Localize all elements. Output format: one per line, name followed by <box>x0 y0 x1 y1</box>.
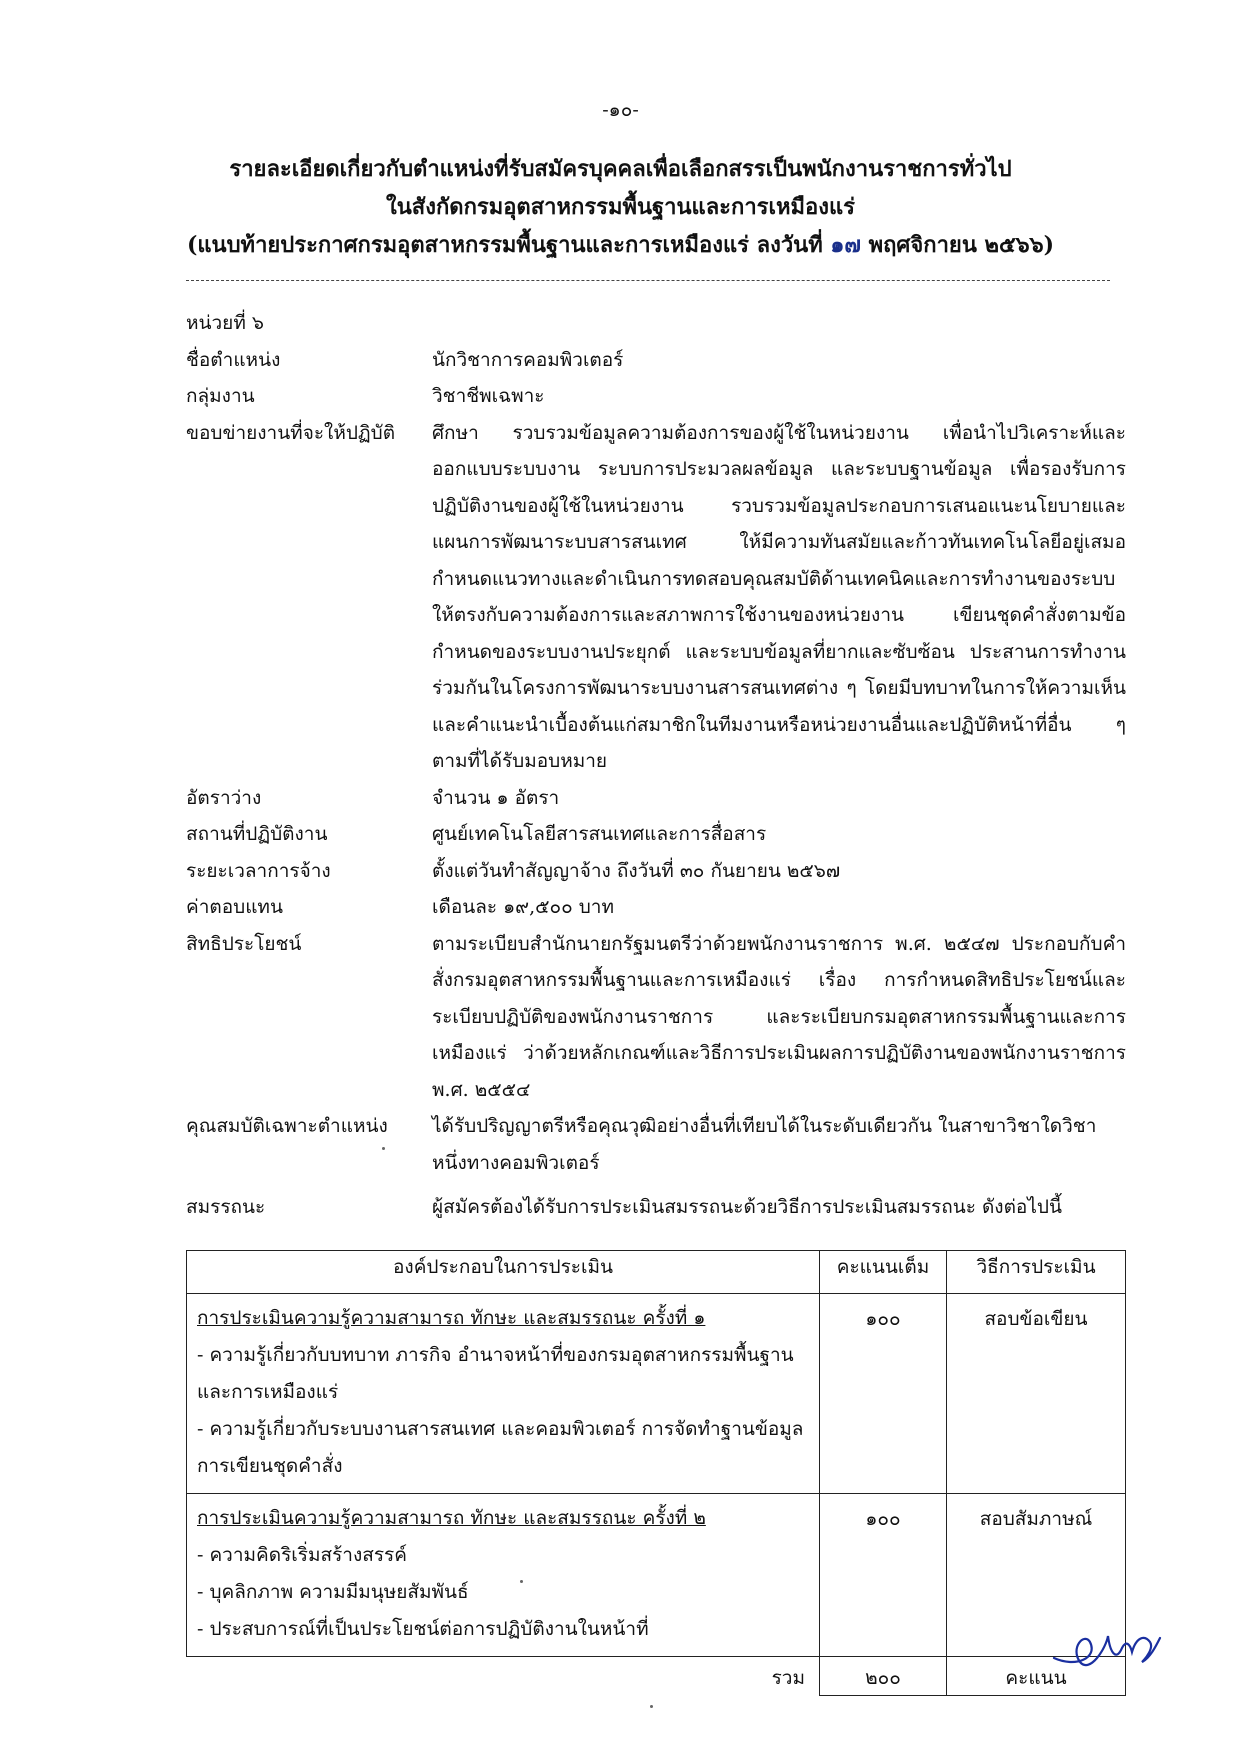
document-title <box>0 150 1241 264</box>
field-value: ศึกษา รวบรวมข้อมูลความต้องการของผู้ใช้ในหน่วยงาน เพื่อนำไปวิเคราะห์และออกแบบระบบงาน ระบบการประมวลผลข้อมูล และระบบฐานข้อมูล เพื่อรองรับการปฏิบัติงานของผู้ใช้ในหน่วยงาน รวบรวมข้อมูลประกอบการเสนอแนะนโยบายและแผนการพัฒนาระบบสารสนเทศ ให้มีความทันสมัยและก้าวทันเทคโนโลยีอยู่เสมอ กำหนดแนวทางและดำเนินการทดสอบคุณสมบัติด้านเทคนิคและการทำงานของระบบให้ตรงกับความต้องการและสภาพการใช้งานของหน่วยงาน เขียนชุดคำสั่งตามข้อกำหนดของระบบงานประยุกต์ และระบบข้อมูลที่ยากและซับซ้อน ประสานการทำงานร่วมกันในโครงการพัฒนาระบบงานสารสนเทศต่าง ๆ โดยมีบทบาทในการให้ความเห็นและคำแนะนำเบื้องต้นแก่สมาชิกในทีมงานหรือหน่วยงานอื่นและปฏิบัติหน้าที่อื่น ๆ ตามที่ได้รับมอบหมาย <box>432 421 1126 772</box>
title-line-3-prefix: (แนบท้ายประกาศกรมอุตสาหกรรมพื้นฐานและการเหมืองแร่ ลงวันที่ <box>186 232 823 258</box>
field-label: กลุ่มงาน <box>186 385 255 407</box>
unit-row <box>186 305 1126 342</box>
announcement-day: ๑๗ <box>830 232 861 258</box>
assessment-item: - บุคลิกภาพ ความมีมนุษยสัมพันธ์ <box>197 1581 469 1603</box>
field-label: สถานที่ปฏิบัติงาน <box>186 823 328 845</box>
field-row <box>186 853 1126 890</box>
page-number: -๑๐- <box>602 99 639 121</box>
field-row <box>186 1108 1126 1181</box>
unit-label: หน่วยที่ ๖ <box>186 312 264 334</box>
field-label: ระยะเวลาการจ้าง <box>186 859 331 882</box>
field-value: ตั้งแต่วันทำสัญญาจ้าง ถึงวันที่ ๓๐ กันยายน ๒๕๖๗ <box>432 859 841 882</box>
assessment-method: สอบสัมภาษณ์ <box>947 1494 1126 1657</box>
field-label: ขอบข่ายงานที่จะให้ปฏิบัติ <box>186 421 396 444</box>
header-component: องค์ประกอบในการประเมิน <box>187 1251 820 1294</box>
table-row <box>187 1494 1126 1657</box>
field-value: ผู้สมัครต้องได้รับการประเมินสมรรถนะด้วยวิธีการประเมินสมรรถนะ ดังต่อไปนี้ <box>432 1196 1062 1218</box>
field-value: เดือนละ ๑๙,๕๐๐ บาท <box>432 896 615 918</box>
field-label: ชื่อตำแหน่ง <box>186 348 281 371</box>
field-label: ค่าตอบแทน <box>186 896 283 918</box>
assessment-component <box>187 1494 820 1657</box>
field-row <box>186 889 1126 926</box>
field-row <box>186 816 1126 853</box>
assessment-method: สอบข้อเขียน <box>947 1294 1126 1494</box>
table-header-row <box>187 1251 1126 1294</box>
assessment-item: - ความรู้เกี่ยวกับระบบงานสารสนเทศ และคอมพิวเตอร์ การจัดทำฐานข้อมูลการเขียนชุดคำสั่ง <box>197 1418 804 1477</box>
header-method: วิธีการประเมิน <box>947 1251 1126 1294</box>
scan-speck <box>650 1705 653 1708</box>
assessment-item: - ความคิดริเริ่มสร้างสรรค์ <box>197 1544 407 1566</box>
header-full-score: คะแนนเต็ม <box>820 1251 947 1294</box>
assessment-score: ๑๐๐ <box>820 1494 947 1657</box>
assessment-round-title: การประเมินความรู้ความสามารถ ทักษะ และสมรรถนะ ครั้งที่ ๒ <box>197 1507 706 1529</box>
title-line-3 <box>0 226 1241 264</box>
assessment-table <box>186 1250 1126 1696</box>
field-row <box>186 780 1126 817</box>
field-row <box>186 1189 1126 1226</box>
field-label: สิทธิประโยชน์ <box>186 932 302 955</box>
field-value: ศูนย์เทคโนโลยีสารสนเทศและการสื่อสาร <box>432 823 767 845</box>
field-label: สมรรถนะ <box>186 1196 266 1218</box>
field-value: จำนวน ๑ อัตรา <box>432 786 560 809</box>
field-row <box>186 378 1126 415</box>
table-row <box>187 1294 1126 1494</box>
assessment-item: - ความรู้เกี่ยวกับบทบาท ภารกิจ อำนาจหน้าที่ของกรมอุตสาหกรรมพื้นฐานและการเหมืองแร่ <box>197 1344 794 1403</box>
total-label: รวม <box>771 1667 805 1689</box>
assessment-score: ๑๐๐ <box>820 1294 947 1494</box>
assessment-component <box>187 1294 820 1494</box>
field-label: คุณสมบัติเฉพาะตำแหน่ง <box>186 1115 388 1137</box>
field-value: นักวิชาการคอมพิวเตอร์ <box>432 348 624 371</box>
field-value: ได้รับปริญญาตรีหรือคุณวุฒิอย่างอื่นที่เทียบได้ในระดับเดียวกัน ในสาขาวิชาใดวิชาหนึ่งทางคอมพิวเตอร์ <box>432 1115 1097 1174</box>
signature-mark <box>1046 1618 1166 1678</box>
total-score: ๒๐๐ <box>820 1657 947 1696</box>
field-row <box>186 926 1126 1109</box>
title-line-2: ในสังกัดกรมอุตสาหกรรมพื้นฐานและการเหมืองแร่ <box>386 194 855 220</box>
field-value: วิชาชีพเฉพาะ <box>432 385 545 407</box>
assessment-round-title: การประเมินความรู้ความสามารถ ทักษะ และสมรรถนะ ครั้งที่ ๑ <box>197 1307 706 1329</box>
position-details <box>186 305 1126 1226</box>
field-row <box>186 342 1126 379</box>
field-row <box>186 415 1126 780</box>
assessment-item: - ประสบการณ์ที่เป็นประโยชน์ต่อการปฏิบัติงานในหน้าที่ <box>197 1618 649 1640</box>
scan-speck <box>520 1580 523 1583</box>
field-label: อัตราว่าง <box>186 786 262 809</box>
total-unit: คะแนน <box>947 1657 1126 1696</box>
title-line-1: รายละเอียดเกี่ยวกับตำแหน่งที่รับสมัครบุคคลเพื่อเลือกสรรเป็นพนักงานราชการทั่วไป <box>229 156 1012 182</box>
total-row <box>187 1657 1126 1696</box>
title-line-3-suffix: พฤศจิกายน ๒๕๖๖) <box>868 232 1055 258</box>
scan-speck <box>382 1147 385 1150</box>
assessment-table-wrapper <box>186 1250 1126 1696</box>
dashed-divider <box>186 280 1110 281</box>
field-value: ตามระเบียบสำนักนายกรัฐมนตรีว่าด้วยพนักงานราชการ พ.ศ. ๒๕๔๗ ประกอบกับคำสั่งกรมอุตสาหกรรมพื้นฐานและการเหมืองแร่ เรื่อง การกำหนดสิทธิประโยชน์และระเบียบปฏิบัติของพนักงานราชการ และระเบียบกรมอุตสาหกรรมพื้นฐานและการเหมืองแร่ ว่าด้วยหลักเกณฑ์และวิธีการประเมินผลการปฏิบัติงานของพนักงานราชการ พ.ศ. ๒๕๕๔ <box>432 932 1126 1101</box>
